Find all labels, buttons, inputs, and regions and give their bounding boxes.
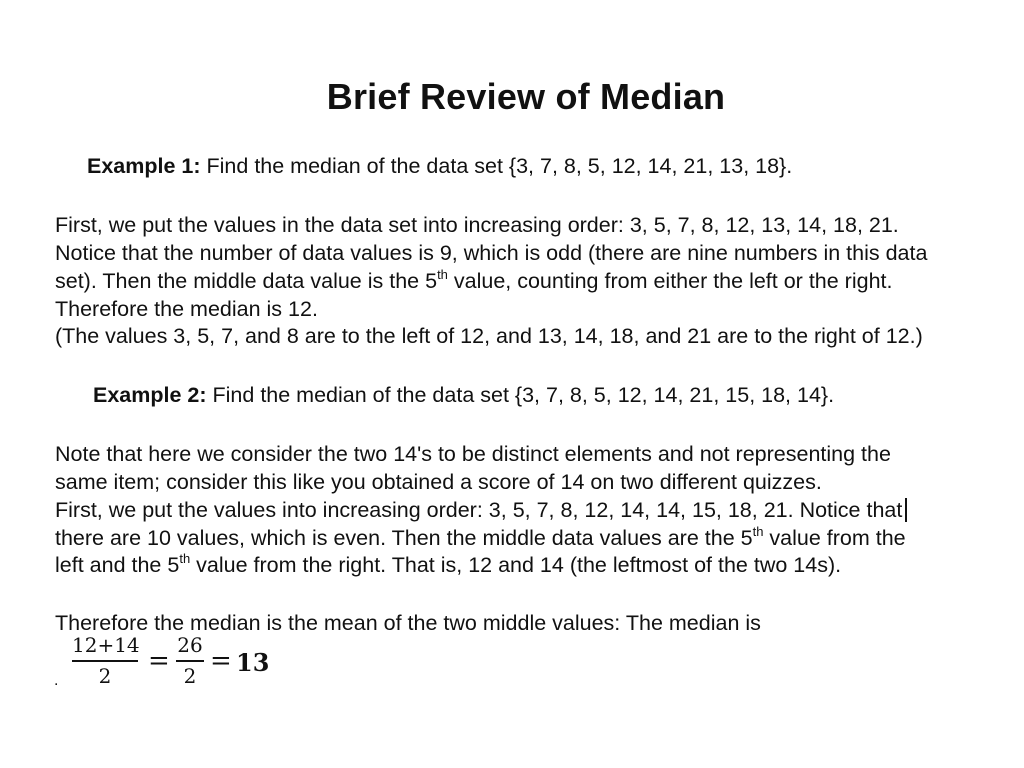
example-1: [87, 152, 792, 180]
para1-line5: (The values 3, 5, 7, and 8 are to the left of 12, and 13, 14, 18, and 21 are to the right of 12.): [55, 324, 923, 348]
para2-line3: [55, 496, 907, 524]
para1-line4: Therefore the median is 12.: [55, 297, 318, 321]
equals-sign-1: =: [148, 646, 170, 676]
equals-sign-2: =: [210, 646, 232, 676]
fraction-sum-over-two: [72, 634, 138, 687]
fraction-1-denominator: 2: [98, 663, 112, 688]
example-2-text: Find the median of the data set {3, 7, 8, 5, 12, 14, 21, 15, 18, 14}.: [212, 383, 835, 407]
fraction-26-over-two: [176, 634, 204, 687]
para1-line3-b: value, counting from either the left or the right.: [447, 269, 893, 293]
para1-line2: Notice that the number of data values is 9, which is odd (there are nine numbers in this data: [55, 241, 928, 265]
para1-line3-sup: th: [437, 267, 448, 282]
para1-line3: [55, 267, 892, 295]
para1-line3-a: set). Then the middle data value is the 5: [55, 269, 438, 293]
page-title: Brief Review of Median: [326, 76, 726, 117]
fraction-1-numerator: 12+14: [72, 633, 140, 657]
para2-line3-text: First, we put the values into increasing order: 3, 5, 7, 8, 12, 14, 14, 15, 18, 21. Notice that: [55, 498, 903, 522]
conclusion-text: Therefore the median is the mean of the two middle values: The median is: [55, 611, 761, 635]
para2-line4-b: value from the: [763, 526, 906, 550]
fraction-2-numerator: 26: [177, 633, 203, 657]
para2-line5-sup: th: [179, 551, 191, 566]
formula-period: .: [54, 672, 59, 689]
example-1-label: Example 1:: [87, 154, 201, 178]
text-cursor: [905, 498, 907, 522]
example-1-text: Find the median of the data set {3, 7, 8, 5, 12, 14, 21, 13, 18}.: [206, 154, 793, 178]
median-result: 13: [236, 648, 270, 677]
para2-line5: [55, 551, 841, 579]
example-2: [93, 381, 834, 409]
para2-line5-a: left and the 5: [55, 553, 180, 577]
para2-line4-sup: th: [752, 524, 764, 539]
example-2-label: Example 2:: [93, 383, 207, 407]
para2-line1: Note that here we consider the two 14's to be distinct elements and not representing the: [55, 442, 891, 466]
para2-line2: same item; consider this like you obtained a score of 14 on two different quizzes.: [55, 470, 822, 494]
fraction-2-denominator: 2: [183, 663, 197, 688]
fraction-1-bar: [72, 660, 138, 662]
fraction-2-bar: [176, 660, 204, 662]
para2-line4: [55, 524, 906, 552]
para2-line4-a: there are 10 values, which is even. Then the middle data values are the 5: [55, 526, 753, 550]
para2-line5-b: value from the right. That is, 12 and 14 (the leftmost of the two 14s).: [190, 553, 842, 577]
para1-line1: First, we put the values in the data set into increasing order: 3, 5, 7, 8, 12, 13, 14, 18, 21.: [55, 213, 899, 237]
